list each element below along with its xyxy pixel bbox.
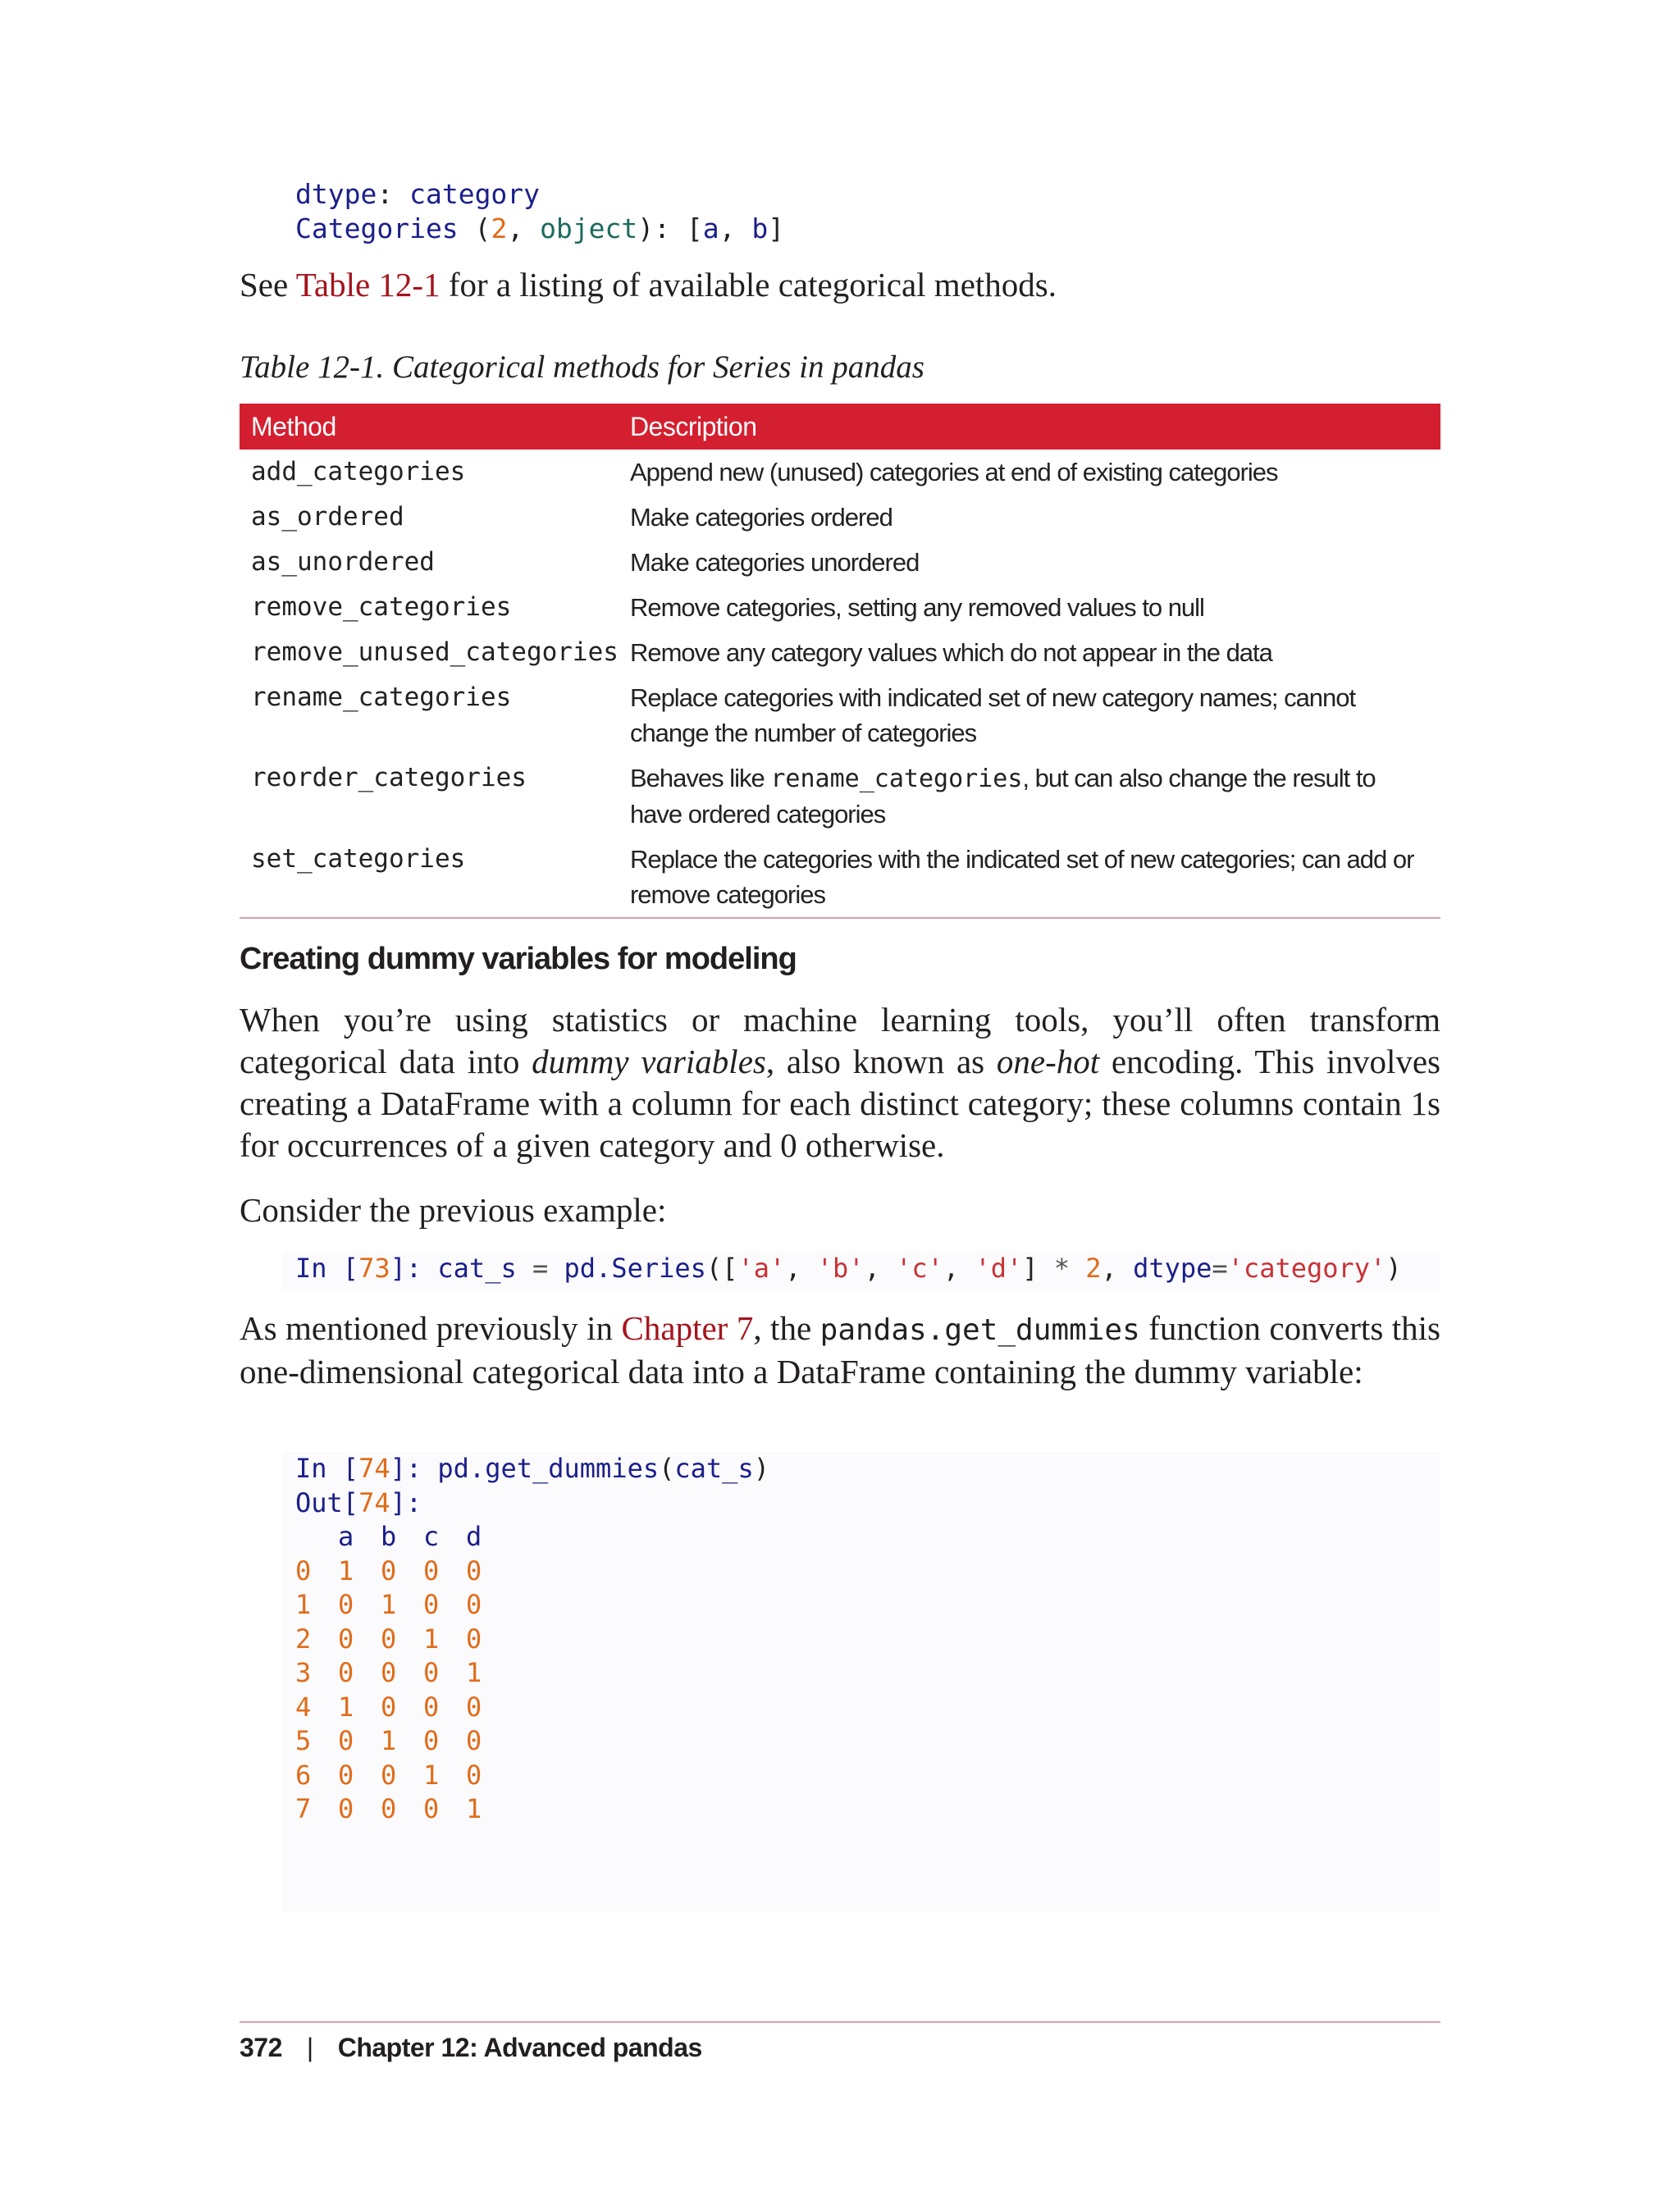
code-token: Out[ — [295, 1486, 359, 1518]
dataframe-index: 5 — [295, 1725, 312, 1756]
paragraph-get-dummies — [240, 1308, 1440, 1393]
dataframe-cell: 1 — [381, 1725, 397, 1756]
code-token: category — [409, 178, 541, 210]
code-token: 'c' — [896, 1253, 943, 1284]
code-token: ): [ — [637, 212, 703, 244]
dataframe-output — [282, 1520, 1440, 1827]
code-token: 'a' — [737, 1253, 786, 1284]
code-token: dtype — [295, 178, 377, 210]
code-token: object — [540, 212, 638, 244]
dataframe-cell: 0 — [466, 1589, 482, 1620]
dataframe-column-header: b — [381, 1521, 397, 1552]
table-row — [240, 450, 1440, 495]
dataframe-cell: 1 — [423, 1759, 440, 1791]
description-cell: Remove categories, setting any removed values to null — [629, 593, 1204, 622]
text: encoding. This involves creating a DataFrame with a column for each distinct category; these columns contain 1s for occurrences of a given category and 0 otherwise. — [240, 1043, 1440, 1164]
dataframe-index: 7 — [295, 1793, 312, 1824]
dataframe-cell: 0 — [338, 1589, 354, 1620]
emphasis: one-hot — [996, 1043, 1100, 1080]
method-cell: set_categories — [240, 837, 619, 918]
table-link[interactable]: Table 12-1 — [295, 266, 441, 304]
dataframe-cell: 0 — [466, 1759, 482, 1791]
code-token: 2 — [1085, 1253, 1102, 1284]
methods-table — [240, 404, 1440, 919]
text: , but can also change the result to have ordered categories — [629, 764, 1376, 829]
dataframe-index: 2 — [295, 1623, 312, 1655]
table-caption: Table 12-1. Categorical methods for Series in pandas — [240, 349, 924, 385]
table-row — [240, 756, 1440, 837]
dataframe-cell: 0 — [338, 1759, 354, 1791]
code-token: ]: — [390, 1253, 438, 1284]
dataframe-cell: 1 — [423, 1623, 440, 1655]
dataframe-cell: 0 — [466, 1554, 482, 1586]
table-row — [240, 630, 1440, 675]
dataframe-index: 0 — [295, 1554, 312, 1586]
description-cell: Replace categories with indicated set of new category names; cannot change the number of categories — [629, 683, 1356, 747]
code-token: 'b' — [816, 1253, 865, 1284]
inline-code: pandas.get_dummies — [819, 1313, 1140, 1347]
table-row — [240, 585, 1440, 630]
dataframe-cell: 0 — [466, 1691, 482, 1723]
table-row — [240, 675, 1440, 756]
text: , the — [753, 1309, 820, 1347]
method-cell: reorder_categories — [251, 763, 527, 792]
code-token: b — [751, 212, 769, 244]
column-header-method: Method — [240, 404, 619, 450]
code-token: 74 — [358, 1453, 390, 1484]
code-token: ]: — [390, 1486, 422, 1518]
text: function converts this one-dimensional categorical data into a DataFrame containing the dummy variable: — [240, 1309, 1440, 1390]
dataframe-cell: 0 — [381, 1691, 397, 1723]
footer-divider — [240, 2021, 1440, 2023]
code-token: = — [516, 1253, 564, 1284]
code-token: Categories — [295, 212, 459, 244]
code-token: In [ — [295, 1453, 359, 1484]
description-cell: Remove any category values which do not appear in the data — [629, 638, 1272, 667]
dataframe-cell: 0 — [423, 1589, 440, 1620]
code-token: , — [943, 1253, 975, 1284]
code-token: = — [1212, 1253, 1228, 1284]
code-token: ) — [753, 1453, 769, 1484]
code-token: , — [507, 212, 541, 244]
table-header-row — [240, 404, 1440, 450]
method-cell: remove_unused_categories — [251, 637, 619, 667]
footer-separator: | — [306, 2033, 313, 2062]
description-cell: Make categories ordered — [629, 503, 892, 532]
code-block-73 — [282, 1252, 1440, 1291]
dataframe-column-header: d — [466, 1521, 482, 1552]
dataframe-cell: 0 — [423, 1725, 440, 1756]
emphasis: dummy variables — [532, 1043, 766, 1080]
code-token: , — [864, 1253, 897, 1284]
code-token: pd.Series — [564, 1253, 706, 1284]
dataframe-index: 6 — [295, 1759, 312, 1791]
chapter-link[interactable]: Chapter 7 — [621, 1309, 754, 1347]
code-token: cat_s — [437, 1253, 517, 1284]
code-token: ] — [1022, 1253, 1054, 1284]
dataframe-cell: 0 — [423, 1657, 440, 1688]
dataframe-cell: 0 — [423, 1554, 440, 1586]
dataframe-cell: 1 — [466, 1793, 482, 1824]
dataframe-index: 3 — [295, 1657, 312, 1688]
description-cell: Append new (unused) categories at end of existing categories — [629, 458, 1278, 486]
dataframe-cell: 0 — [423, 1691, 440, 1723]
dataframe-cell: 0 — [338, 1725, 354, 1756]
dataframe-cell: 1 — [381, 1589, 397, 1620]
dataframe-cell: 0 — [381, 1554, 397, 1586]
code-token: pd.get_dummies — [437, 1453, 660, 1484]
code-token: ([ — [705, 1253, 738, 1284]
code-line-categories — [295, 212, 784, 246]
page-footer — [240, 2033, 702, 2063]
code-line-output — [282, 1486, 1440, 1521]
dataframe-cell: 1 — [466, 1657, 482, 1688]
code-token: 'category' — [1227, 1253, 1386, 1284]
text: Behaves like — [629, 764, 771, 792]
dataframe-cell: 0 — [381, 1657, 397, 1688]
code-token: 2 — [491, 212, 508, 244]
method-cell: add_categories — [251, 457, 466, 486]
dataframe-cell: 0 — [338, 1657, 354, 1688]
text: See — [240, 266, 296, 304]
dataframe-cell: 0 — [466, 1725, 482, 1756]
text: for a listing of available categorical methods. — [440, 266, 1057, 304]
code-token: , — [1101, 1253, 1134, 1284]
code-token: ) — [1386, 1253, 1402, 1284]
code-output-top — [295, 177, 784, 246]
text: , also known as — [765, 1043, 997, 1080]
dataframe-cell: 0 — [381, 1623, 397, 1655]
code-token: , — [785, 1253, 817, 1284]
dataframe-cell: 0 — [381, 1759, 397, 1791]
code-token: dtype — [1133, 1253, 1212, 1284]
code-line-input — [282, 1452, 1440, 1486]
method-cell: remove_categories — [251, 592, 512, 622]
description-cell: Replace the categories with the indicated set of new categories; can add or remove categories — [619, 837, 1440, 918]
dataframe-cell: 0 — [423, 1793, 440, 1824]
table-row — [240, 837, 1440, 918]
dataframe-cell: 0 — [338, 1793, 354, 1824]
dataframe-cell: 0 — [338, 1623, 354, 1655]
code-token: : — [377, 178, 410, 210]
text: As mentioned previously in — [240, 1309, 622, 1347]
paragraph-consider: Consider the previous example: — [240, 1191, 667, 1229]
code-token: 74 — [358, 1486, 390, 1518]
method-cell: as_ordered — [251, 502, 404, 532]
code-token: * — [1053, 1253, 1071, 1284]
dataframe-corner — [295, 1520, 338, 1554]
code-token: cat_s — [674, 1453, 754, 1484]
code-token: 'd' — [975, 1253, 1023, 1284]
dataframe-column-header: c — [423, 1521, 440, 1552]
paragraph-dummy-variables — [240, 999, 1440, 1166]
code-block-74 — [282, 1452, 1440, 1911]
description-cell — [619, 756, 1440, 837]
chapter-title: Chapter 12: Advanced pandas — [337, 2033, 702, 2062]
code-token: 73 — [358, 1253, 390, 1284]
code-token: ] — [768, 212, 785, 244]
dataframe-cell: 0 — [381, 1793, 397, 1824]
code-token: ]: — [390, 1453, 438, 1484]
dataframe-column-header: a — [338, 1521, 354, 1552]
dataframe-index: 4 — [295, 1691, 312, 1723]
code-token: , — [719, 212, 752, 244]
table-row — [240, 495, 1440, 540]
code-token — [1070, 1253, 1085, 1284]
dataframe-index: 1 — [295, 1589, 312, 1620]
code-line-dtype — [295, 177, 784, 212]
inline-code: rename_categories — [770, 765, 1023, 793]
method-cell: rename_categories — [251, 682, 512, 712]
code-token: ( — [659, 1453, 675, 1484]
text: When you’re using statistics or machine learning tools, you’ll often transform categorical data into — [240, 1001, 1440, 1080]
dataframe-cell: 1 — [338, 1691, 354, 1723]
page-number: 372 — [240, 2033, 282, 2062]
table-row — [240, 540, 1440, 585]
code-line — [282, 1252, 1440, 1286]
dataframe-cell: 1 — [338, 1554, 354, 1586]
code-token: ( — [458, 212, 491, 244]
dataframe-cell: 0 — [466, 1623, 482, 1655]
intro-paragraph — [240, 264, 1440, 306]
description-cell: Make categories unordered — [629, 548, 920, 577]
code-token: a — [702, 212, 719, 244]
column-header-description: Description — [619, 404, 1440, 450]
code-token: In [ — [295, 1253, 359, 1284]
method-cell: as_unordered — [251, 547, 435, 577]
section-heading: Creating dummy variables for modeling — [240, 942, 797, 976]
